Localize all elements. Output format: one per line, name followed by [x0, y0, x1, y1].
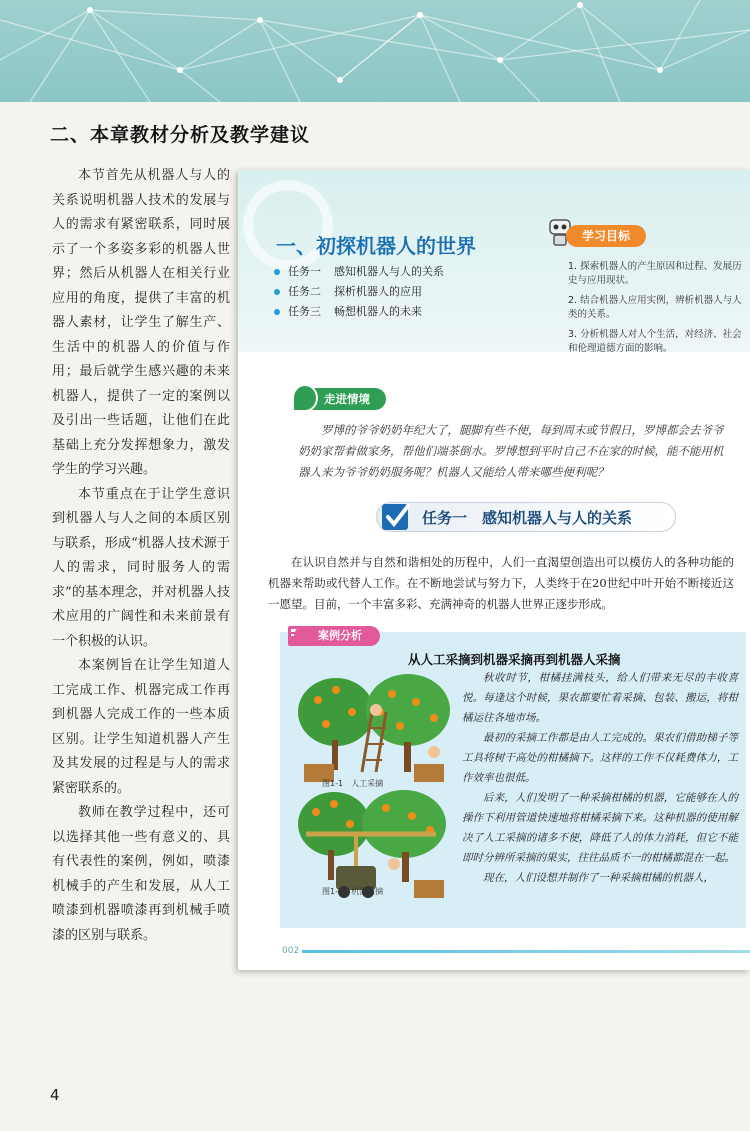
task-heading: 任务一 感知机器人与人的关系: [422, 509, 633, 527]
section-title: 二、本章教材分析及教学建议: [50, 124, 311, 146]
manual-picking-illustration: [296, 672, 452, 786]
case-paragraph: 现在，人们设想并制作了一种采摘柑橘的机器人，: [483, 872, 714, 884]
left-paragraph-3: 本案例旨在让学生知道人工完成工作、机器完成工作再到机器人完成工作的一些本质区别。让学生知道机器人产生及其发展的过程是与人的需求紧密联系的。: [52, 658, 230, 796]
textbook-page: [238, 170, 750, 970]
goal-item: 1. 探索机器人的产生原因和过程、发展历史与应用现状。: [568, 261, 742, 286]
left-column: [52, 164, 230, 948]
figure-1-caption: 图1-1 人工采摘: [322, 779, 384, 788]
bullet-icon: [274, 309, 280, 315]
page-number: 4: [50, 1086, 60, 1104]
figure-2-caption: 图1-2 机器采摘: [322, 887, 384, 896]
textbook-header: [238, 170, 750, 352]
banner-network-graphic: [0, 0, 750, 102]
page-footer-bar: [302, 950, 750, 953]
intro-text: 在认识自然并与自然和谐相处的历程中，人们一直渴望创造出可以模仿人的各种功能的机器来帮助或代替人工作。在不断地尝试与努力下，人类终于在20世纪中叶开始不断接近这一愿望。目前，一个丰富多彩、充满神奇的机器人世界正逐步形成。: [268, 555, 734, 611]
task-item: 任务二 探析机器人的应用: [274, 282, 444, 302]
case-paragraph: 后来，人们发明了一种采摘柑橘的机器，它能够在人的操作下利用管道快速地将柑橘采摘下来。这种机器的使用解决了人工采摘的诸多不便，降低了人的体力消耗，但它不能即时分辨所采摘的果实，往往品质不一的柑橘都混在一起。: [462, 792, 738, 864]
case-paragraph: 最初的采摘工作都是由人工完成的。果农们借助梯子等工具将树干高处的柑橘摘下。这样的工作不仅耗费体力，工作效率也很低。: [462, 732, 738, 784]
scene-badge: 走进情境: [298, 388, 386, 410]
task-list: [274, 262, 444, 322]
task-item: 任务一 感知机器人与人的关系: [274, 262, 444, 282]
case-analysis-badge: 案例分析: [294, 626, 380, 646]
left-paragraph-1: 本节首先从机器人与人的关系说明机器人技术的发展与人的需求有紧密联系，同时展示了一个多姿多彩的机器人世界；然后从机器人在相关行业应用的角度，提供了丰富的机器人素材，让学生了解生产、生活中的机器人的价值与作用；最后就学生感兴趣的未来机器人，提供了一定的案例以及引出一些话题，让他们在此基础上充分发挥想象力，激发学生的学习兴趣。: [52, 168, 230, 477]
case-paragraph: 秋收时节，柑橘挂满枝头，给人们带来无尽的丰收喜悦。每逢这个时候，果农都要忙着采摘、包装、搬运，将柑橘运往各地市场。: [462, 672, 738, 724]
bullet-icon: [274, 269, 280, 275]
bullet-icon: [274, 289, 280, 295]
left-paragraph-2: 本节重点在于让学生意识到机器人与人之间的本质区别与联系，形成“机器人技术源于人的需求，同时服务人的需求”的基本理念，并对机器人技术应用的广阔性和未来前景有一个积极的认识。: [52, 486, 230, 649]
left-paragraph-4: 教师在教学过程中，还可以选择其他一些有意义的、具有代表性的案例，例如，喷漆机械手的产生和发展，从人工喷漆到机器喷漆再到机械手喷漆的区别与联系。: [52, 805, 230, 943]
case-text: [462, 668, 738, 888]
goal-item: 3. 分析机器人对人个生活，对经济、社会和伦理道德方面的影响。: [568, 329, 742, 354]
checkmark-icon: [380, 500, 412, 534]
textbook-page-number: 002: [282, 946, 300, 956]
machine-picking-illustration: [296, 788, 452, 902]
learning-goals-list: [568, 260, 746, 362]
location-pin-icon: [292, 384, 318, 412]
goal-item: 2. 结合机器人应用实例，辨析机器人与人类的关系。: [568, 295, 742, 320]
case-title: 从人工采摘到机器采摘再到机器人采摘: [408, 652, 621, 667]
learning-goals-badge: 学习目标: [566, 225, 646, 247]
task-item: 任务三 畅想机器人的未来: [274, 302, 444, 322]
scene-text: 罗博的爷爷奶奶年纪大了，腿脚有些不便，每到周末或节假日，罗博都会去爷爷奶奶家帮着做家务，帮他们端茶倒水。罗博想到平时自己不在家的时候，能不能用机器人来为爷爷奶奶服务呢？机器人又能给人带来哪些便利呢？: [298, 423, 724, 479]
top-banner: [0, 0, 750, 102]
textbook-title: 一、初探机器人的世界: [276, 234, 476, 258]
